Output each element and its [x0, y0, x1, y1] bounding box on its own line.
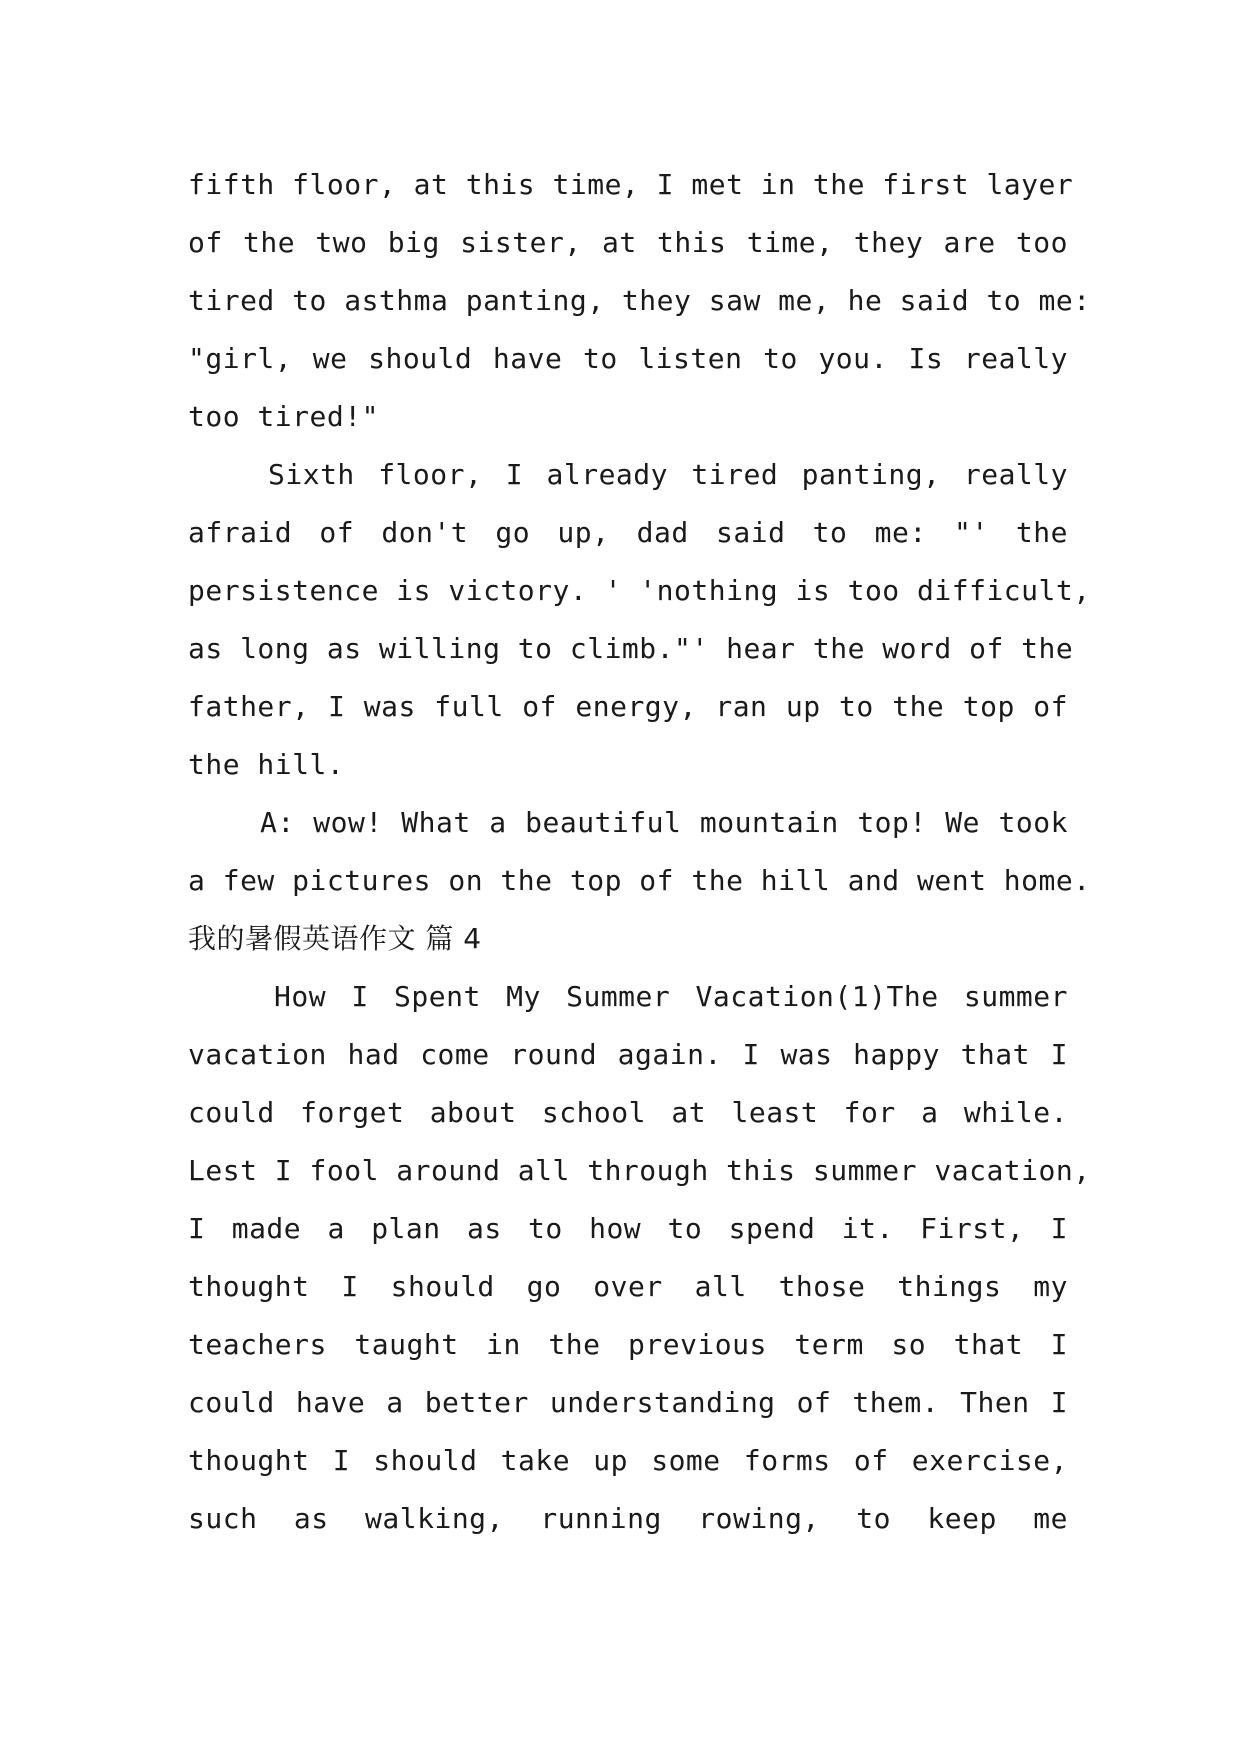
text-line: fifth floor, at this time, I met in the first layer: [188, 168, 1074, 201]
text-line: father, I was full of energy, ran up to the top of: [188, 690, 1068, 723]
text-line: afraid of don't go up, dad said to me: "' the: [188, 516, 1068, 549]
text-line: could have a better understanding of them. Then I: [188, 1386, 1068, 1419]
text-line: teachers taught in the previous term so that I: [188, 1328, 1068, 1361]
text-line: persistence is victory. ' 'nothing is too difficult,: [188, 574, 1091, 607]
text-line: Lest I fool around all through this summer vacation,: [188, 1154, 1091, 1187]
paragraph-start-line: A: wow! What a beautiful mountain top! We took: [260, 806, 1068, 839]
paragraph-start-line: Sixth floor, I already tired panting, really: [268, 458, 1068, 491]
text-line: tired to asthma panting, they saw me, he said to me:: [188, 284, 1091, 317]
text-line: a few pictures on the top of the hill and went home.: [188, 864, 1091, 897]
text-line: of the two big sister, at this time, they are too: [188, 226, 1068, 259]
text-line: the hill.: [188, 748, 345, 781]
text-line: such as walking, running rowing, to keep me: [188, 1502, 1068, 1535]
text-line: thought I should go over all those things my: [188, 1270, 1068, 1303]
section-heading: 我的暑假英语作文 篇 4: [188, 922, 482, 955]
text-line: could forget about school at least for a while.: [188, 1096, 1068, 1129]
text-line: as long as willing to climb."' hear the word of the: [188, 632, 1074, 665]
text-line: thought I should take up some forms of exercise,: [188, 1444, 1068, 1477]
text-line: "girl, we should have to listen to you. Is really: [188, 342, 1068, 375]
paragraph-start-line: How I Spent My Summer Vacation(1)The summer: [274, 980, 1068, 1013]
text-line: vacation had come round again. I was happy that I: [188, 1038, 1068, 1071]
text-line: too tired!": [188, 400, 379, 433]
text-line: I made a plan as to how to spend it. First, I: [188, 1212, 1068, 1245]
